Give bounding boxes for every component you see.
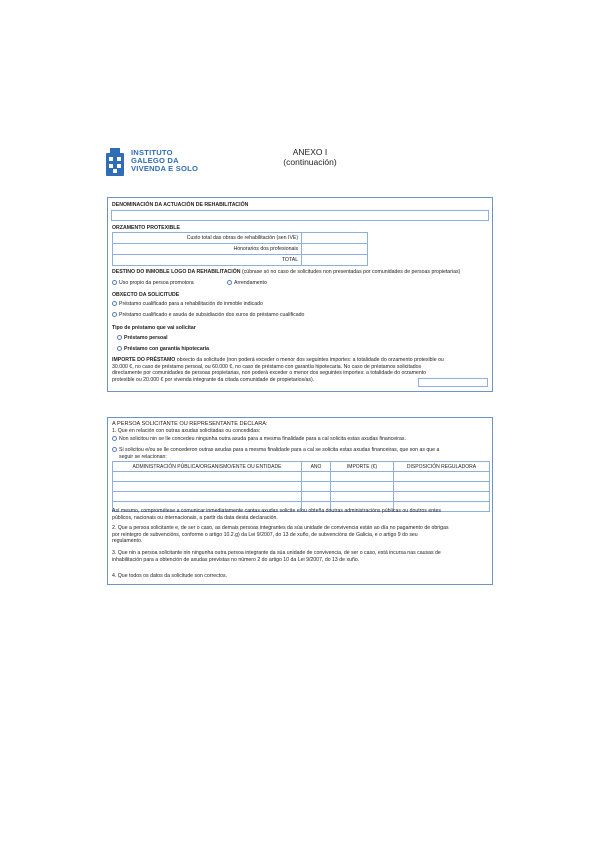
cost-value-field[interactable]: [302, 244, 368, 255]
loan-amount-field[interactable]: [418, 378, 488, 387]
declaration-line: 3. Que nin a persoa solicitante nin ningunha outra persoa integrante da súa unidade de convivencia, de ser o caso, está incursa nas causas de: [112, 550, 441, 556]
loan-amount-line: protexible ou 20.000 € por vivenda integrante da citada comunidade de propietarios/as).: [112, 376, 315, 383]
option-no-other-aid: Non solicitou nin se lle concedeu ningunha outra axuda para a mesma finalidade para a cal solicita estas axudas financeiras.: [119, 436, 406, 442]
option-other-aid: [119, 447, 491, 460]
option-mortgage-loan: Préstamo con garantía hipotecaria: [124, 346, 210, 352]
loan-type-label: Tipo de préstamo que vai solicitar: [112, 325, 196, 331]
table-cell[interactable]: [113, 482, 302, 492]
destination-heading: [112, 269, 460, 275]
table-cell[interactable]: [331, 472, 394, 482]
table-row: [113, 492, 490, 502]
table-cell[interactable]: [113, 492, 302, 502]
declaration-item-2: [112, 525, 492, 545]
table-cell[interactable]: [302, 492, 331, 502]
destination-note: (cúbrase só no caso de solicitudes non presentadas por comunidades de persoas propietarias): [241, 269, 461, 275]
option-rental: Arrendamento: [234, 280, 267, 286]
option-personal-loan: Préstamo persoal: [124, 335, 168, 341]
annex-subtitle: (continuación): [283, 157, 337, 167]
cost-label: TOTAL: [113, 255, 302, 266]
option-own-use: Uso propio da persoa promotora: [119, 280, 194, 286]
loan-amount-text: obxecto da solicitude (non poderá exceder o menor dos seguintes importes: a totalidade do orzamento protexible ou: [176, 357, 444, 363]
column-header: ANO: [302, 462, 331, 472]
destination-label: DESTINO DO INMOBLE LOGO DA REHABILITACIÓN: [112, 269, 241, 275]
radio-no-other-aid[interactable]: [112, 436, 117, 441]
table-cell[interactable]: [394, 492, 490, 502]
table-cell[interactable]: [331, 492, 394, 502]
declaration-line: regulamento.: [112, 538, 143, 545]
radio-own-use[interactable]: [112, 280, 117, 285]
table-row: [113, 233, 368, 244]
loan-amount-line: 30.000 €, no caso de préstamo persoal, ou 60.000 €, no caso de préstamo con garantía hipotecaria. No caso de préstamos solicitados: [112, 363, 422, 370]
declaration-line: inhabilitación para a obtención de axudas previstas no número 2 do artigo 10 da Lei 9/2007, do 13 de xuño.: [112, 556, 360, 563]
object-label: OBXECTO DA SOLICITUDE: [112, 292, 180, 298]
denomination-field[interactable]: [111, 210, 489, 221]
annex-title: ANEXO I: [292, 147, 328, 157]
declaration-line: por reintegro de subvencións, conforme o artigo 10.2.g) da Lei 9/2007, do 13 de xuño, de subvencións de Galicia, e o artigo 9 do seu: [112, 531, 418, 538]
loan-amount-title: IMPORTE DO PRÉSTAMO: [112, 357, 176, 363]
loan-amount-line: [112, 357, 492, 364]
column-header: IMPORTE (€): [331, 462, 394, 472]
table-row: [113, 472, 490, 482]
logo-line: VIVENDA E SOLO: [131, 163, 199, 173]
table-header-row: [113, 462, 490, 472]
radio-qualified-loan-subsidy[interactable]: [112, 312, 117, 317]
table-row: [113, 244, 368, 255]
table-row: [113, 255, 368, 266]
table-cell[interactable]: [331, 482, 394, 492]
radio-personal-loan[interactable]: [117, 335, 122, 340]
table-cell[interactable]: [113, 472, 302, 482]
radio-qualified-loan[interactable]: [112, 301, 117, 306]
budget-label: ORZAMENTO PROTEXIBLE: [112, 225, 180, 231]
cost-label: Custo total das obras de rehabilitación (sen IVE): [113, 233, 302, 244]
cost-value-field[interactable]: [302, 233, 368, 244]
column-header: DISPOSICIÓN REGULADORA: [394, 462, 490, 472]
option-qualified-loan: Préstamo cualificado para a rehabilitación do inmoble indicado: [119, 301, 263, 307]
radio-other-aid[interactable]: [112, 447, 117, 452]
declaration-item-3: [112, 550, 492, 563]
column-header: ADMINISTRACIÓN PÚBLICA/ORGANISMO/ENTE OU ENTIDADE: [113, 462, 302, 472]
cost-label: Honorarios dos profesionais: [113, 244, 302, 255]
commitment-line: Así mesmo, comprométese a comunicar inmediatamente cantas axudas solicite e/ou obteña doutras administracións públicas ou doutros entes: [112, 508, 442, 514]
option-other-aid-line: Si solicitou e/ou se lle concederon outras axudas para a mesma finalidade para a cal se solicita estas axudas financeiras, que son as que a: [119, 447, 440, 453]
budget-table: [112, 232, 368, 266]
declaration-title: A PERSOA SOLICITANTE OU REPRESENTANTE DECLARA:: [112, 421, 268, 427]
declaration-line: 2. Que a persoa solicitante e, de ser o caso, as demais persoas integrantes da súa unidade de convivencia están ao día no pagamento de obrigas: [112, 525, 449, 531]
table-cell[interactable]: [302, 482, 331, 492]
denomination-label: DENOMINACIÓN DA ACTUACIÓN DE REHABILITACIÓN: [112, 202, 249, 208]
commitment-line: públicos, nacionais ou internacionais, a partir da data desta declaración.: [112, 514, 278, 521]
radio-mortgage-loan[interactable]: [117, 346, 122, 351]
galicia-emblem-icon: [105, 148, 125, 178]
table-cell[interactable]: [302, 472, 331, 482]
table-cell[interactable]: [394, 472, 490, 482]
annex-heading: [240, 147, 380, 167]
logo-wordmark: [131, 149, 198, 172]
table-cell[interactable]: [394, 482, 490, 492]
option-qualified-loan-subsidy: Préstamo cualificado e axuda de subsidiación dos xuros do préstamo cualificado: [119, 312, 305, 318]
logo-line: GALEGO DA: [131, 155, 179, 165]
aid-table: [112, 461, 490, 512]
loan-amount-line: directamente por comunidades de persoas propietarias, non poderá exceder o menor dos seguintes importes: a totalidade do orzamento: [112, 370, 427, 377]
declaration-item-4: 4. Que todos os datos da solicitude son correctos.: [112, 573, 228, 579]
commitment-paragraph: [112, 508, 492, 521]
radio-rental[interactable]: [227, 280, 232, 285]
declaration-item-1: 1. Que en relación con outras axudas solicitadas ou concedidas:: [112, 428, 261, 434]
logo-line: INSTITUTO: [131, 148, 173, 157]
option-other-aid-line: seguir se relacionan:: [119, 453, 167, 460]
cost-value-field[interactable]: [302, 255, 368, 266]
table-row: [113, 482, 490, 492]
